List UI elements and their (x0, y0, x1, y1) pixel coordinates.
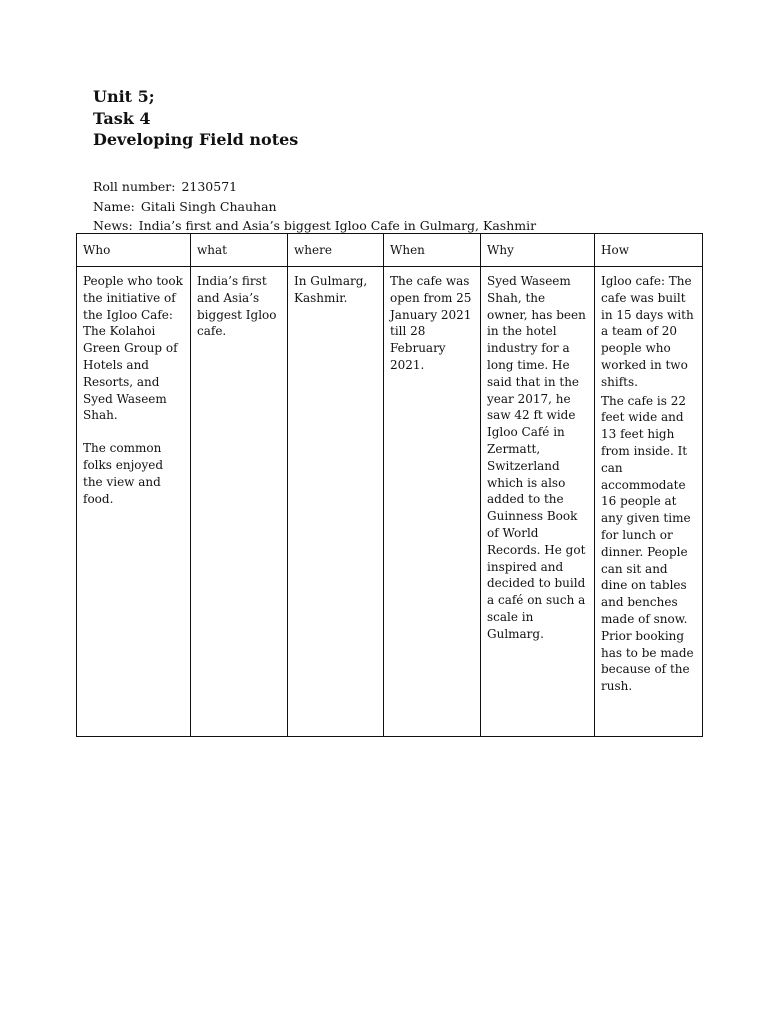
header-when: When (384, 234, 481, 267)
header-where: where (288, 234, 384, 267)
header-who: Who (77, 234, 191, 267)
when-text: The cafe was open from 25 January 2021 till 28 February 2021. (390, 274, 472, 372)
roll-number-value: 2130571 (181, 179, 238, 194)
unit-title: Unit 5; (93, 87, 155, 106)
how-details: The cafe is 22 feet wide and 13 feet high from inside. It can accommodate 16 people at any given time for lunch or dinner. People can sit and dine on tables and benches made of snow. Prior booking has to be made because of the rush. (601, 393, 694, 694)
cell-why (481, 267, 595, 737)
who-public: The common folks enjoyed the view and food. (83, 441, 164, 506)
news-label: News: (93, 218, 133, 233)
student-info (93, 177, 536, 236)
what-text: India’s first and Asia’s biggest Igloo cafe. (197, 274, 277, 339)
header-why: Why (481, 234, 595, 267)
field-notes-table (76, 233, 703, 737)
name-label: Name: (93, 198, 135, 214)
cell-how (595, 267, 703, 737)
header-what: what (191, 234, 288, 267)
roll-number-label: Roll number: (93, 179, 176, 194)
cell-who (77, 267, 191, 737)
page-title: Developing Field notes (93, 130, 299, 149)
why-text: Syed Waseem Shah, the owner, has been in the hotel industry for a long time. He said that in the year 2017, he saw 42 ft wide Igloo Café in Zermatt, Switzerland which is also added to the Guinness Book of World Records. He got inspired and decided to build a café on such a scale in Gulmarg. (487, 274, 586, 641)
header-how: How (595, 234, 703, 267)
name-value: Gitali Singh Chauhan (140, 198, 277, 214)
table-header-row (77, 234, 703, 267)
who-initiators: People who took the initiative of the Igloo Cafe: The Kolahoi Green Group of Hotels and Resorts, and Syed Waseem Shah. (83, 274, 183, 423)
where-text: In Gulmarg, Kashmir. (294, 274, 368, 305)
cell-where (288, 267, 384, 737)
name-line (93, 197, 536, 217)
task-title: Task 4 (93, 108, 151, 128)
document-heading (93, 86, 298, 151)
how-construction: Igloo cafe: The cafe was built in 15 days with a team of 20 people who worked in two shifts. (601, 274, 694, 389)
roll-number-line (93, 177, 536, 197)
news-value: India’s first and Asia’s biggest Igloo Cafe in Gulmarg, Kashmir (138, 218, 537, 233)
cell-what (191, 267, 288, 737)
table-row (77, 267, 703, 737)
cell-when (384, 267, 481, 737)
